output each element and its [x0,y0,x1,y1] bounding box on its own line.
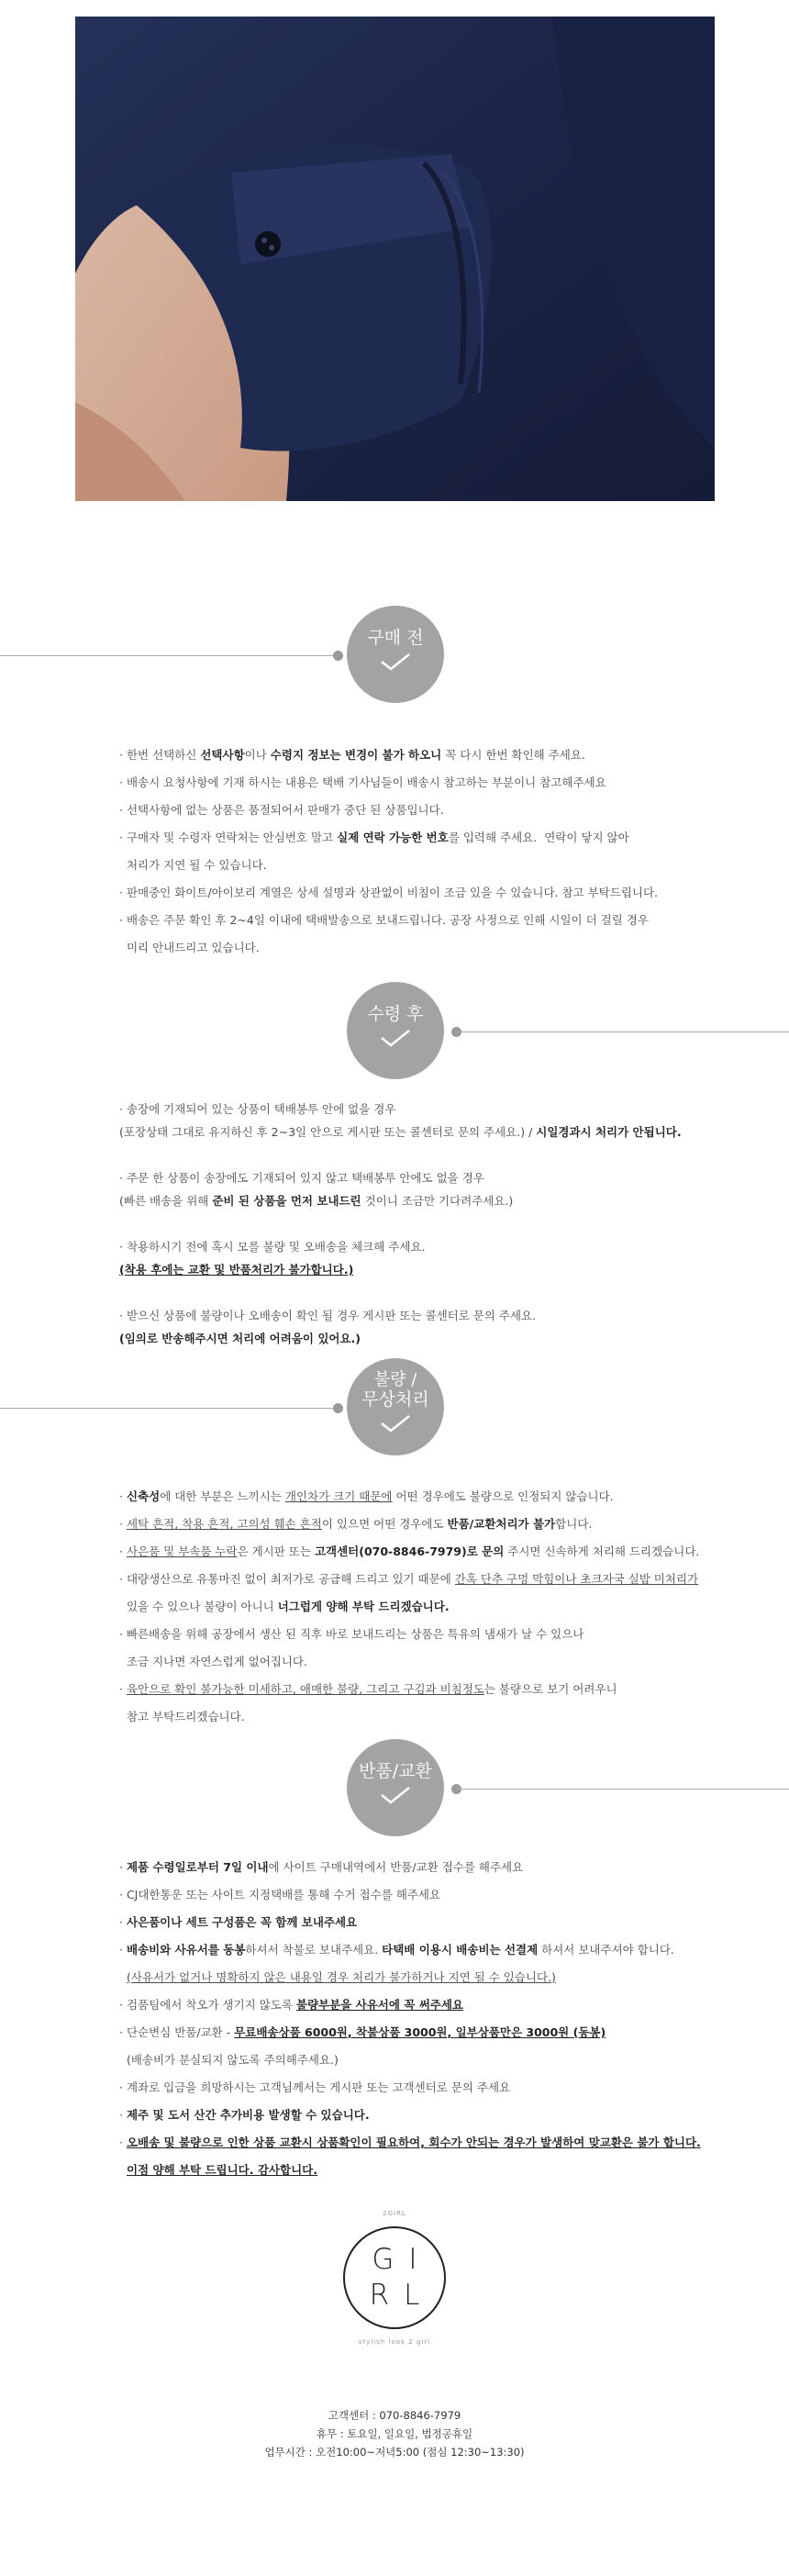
notice-text: 간혹 단추 구멍 막힘이나 초크자국 실밥 미처리가 [454,1572,699,1586]
notice-line [119,1648,706,1676]
product-photo [75,17,715,501]
notice-text: 실제 연락 가능한 번호 [337,831,449,844]
section-body-defect [119,1483,706,1731]
divider-line [456,1789,789,1790]
notice-line [119,2129,706,2157]
notice-text: · 착용하시기 전에 혹시 모를 불량 및 오배송을 체크해 주세요. [119,1240,426,1254]
notice-text: 하셔서 보내주셔야 합니다. [538,1943,674,1957]
notice-line [119,1991,706,2019]
notice-text: 수령지 정보는 변경이 불가 하오니 [270,748,442,762]
section-header-defect [0,1358,789,1459]
notice-text: 은 게시판 또는 [237,1544,315,1558]
check-icon [379,1028,412,1048]
notice-text: · 배송은 주문 확인 후 2~4일 이내에 택배발송으로 보내드립니다. 공장 사정으로 인해 시일이 더 걸릴 경우 [119,913,649,927]
check-icon [379,1785,412,1805]
notice-line [119,769,706,797]
notice-line [119,1304,706,1327]
section-title-line2: 무상처리 [361,1389,429,1410]
notice-text: 너그럽게 양해 부탁 드리겠습니다. [277,1600,450,1613]
section-header-return [0,1739,789,1840]
spacer [119,1281,706,1304]
notice-text: · 한번 선택하신 [119,748,201,762]
notice-text: · 계좌로 입금을 희망하시는 고객님께서는 게시판 또는 고객센터로 문의 주세요 [119,2080,511,2094]
notice-line [119,879,706,907]
section-header-after [0,982,789,1083]
divider-dot [333,1403,343,1413]
section-badge [347,1739,444,1836]
notice-text: 참고 부탁드리겠습니다. [119,1710,245,1723]
notice-line [119,1235,706,1258]
section-title-line1: 불량 / [373,1370,417,1389]
notice-line [119,824,706,852]
notice-line [119,934,706,962]
notice-line [119,742,706,769]
brand-logo [339,2210,450,2346]
check-icon [379,652,412,672]
section-header-before [0,606,789,707]
notice-line [119,2074,706,2102]
spacer [119,1212,706,1235]
notice-text: 는 불량으로 보기 어려우니 [483,1682,617,1696]
notice-line [119,1964,706,1991]
notice-text [119,1970,127,1984]
logo-tagline: stylish look 2 girl [358,2338,431,2346]
notice-text: 타택배 이용시 배송비는 선결제 [382,1943,539,1957]
notice-text: · 구매자 및 수령자 연락처는 안심번호 말고 [119,831,338,844]
notice-text: 하셔서 착불로 보내주세요. [245,1943,383,1957]
section-badge [347,606,444,703]
notice-line [119,1566,706,1593]
notice-line [119,2157,706,2184]
notice-line [119,852,706,879]
notice-line [119,907,706,934]
notice-line [119,1483,706,1511]
notice-text: 제주 및 도서 산간 추가비용 발생할 수 있습니다. [126,2108,370,2122]
notice-text: 어떤 경우에도 불량으로 인정되지 않습니다. [392,1489,614,1503]
notice-text: 미리 안내드리고 있습니다. [119,941,260,954]
section-badge [347,1358,444,1455]
section-body-return [119,1854,706,2184]
notice-text: · 대량생산으로 유통마진 없이 최저가로 공급해 드리고 있기 때문에 [119,1572,455,1586]
notice-text: · 송장에 기재되어 있는 상품이 택배봉투 안에 없을 경우 [119,1102,396,1116]
notice-text: 시일경과시 처리가 안됩니다. [536,1125,682,1139]
notice-text: (배송비가 분실되지 않도록 주의해주세요.) [119,2053,339,2067]
notice-line [119,1909,706,1936]
notice-text: (포장상태 그대로 유지하신 후 2~3일 안으로 게시판 또는 콜센터로 문의 주세요.) / [119,1125,537,1139]
notice-text: 선택사항 [200,748,245,762]
notice-text: · 주문 한 상품이 송장에도 기재되어 있지 않고 택배봉투 안에도 없을 경우 [119,1171,484,1185]
notice-line [119,1936,706,1964]
notice-text: (착용 후에는 교환 및 반품처리가 불가합니다.) [119,1263,354,1277]
notice-line [119,1621,706,1648]
notice-text: 합니다. [555,1517,593,1531]
notice-text: 제품 수령일로부터 7일 이내 [126,1860,269,1874]
logo-line2: RL [369,2279,435,2312]
notice-text: (사유서가 없거나 명확하지 않은 내용일 경우 처리가 불가하거나 지연 될 수 있습니다.) [126,1970,556,1984]
notice-line [119,1327,706,1350]
logo-line1: GI [372,2243,432,2276]
notice-text: · 검품팀에서 착오가 생기지 않도록 [119,1998,296,2012]
notice-line [119,2019,706,2046]
divider-dot [333,651,343,661]
customer-center-phone: 고객센터 : 070-8846-7979 [328,2409,461,2422]
notice-text: · 배송시 요청사항에 기재 하시는 내용은 택배 기사님들이 배송시 참고하는 부분이니 참고해주세요 [119,775,606,789]
notice-line [119,1166,706,1189]
footer-info [0,2406,789,2461]
notice-text: · 선택사항에 없는 상품은 품절되어서 판매가 중단 된 상품입니다. [119,803,444,817]
notice-text: 것이니 조금만 기다려주세요.) [361,1194,514,1208]
notice-text: 사은품이나 세트 구성품은 꼭 함께 보내주세요 [126,1915,358,1929]
notice-line [119,1593,706,1621]
divider-line [0,1408,338,1409]
notice-line [119,1854,706,1881]
notice-text: 꼭 다시 한번 확인해 주세요. [441,748,585,762]
notice-text: 무료배송상품 6000원, 착불상품 3000원, 일부상품만은 3000원 (동봉) [234,2025,606,2039]
notice-text: 에 사이트 구매내역에서 반품/교환 접수를 해주세요 [268,1860,524,1874]
notice-text [119,2163,127,2177]
notice-text: · 판매중인 화이트/아이보리 계열은 상세 설명과 상관없이 비침이 조금 있을 수 있습니다. 참고 부탁드립니다. [119,886,659,899]
notice-text: (빠른 배송을 위해 [119,1194,213,1208]
notice-text: · [119,1943,127,1957]
notice-text: 를 입력해 주세요. 연락이 닿지 않아 [448,831,629,844]
section-title: 구매 전 [367,628,424,648]
notice-text: 이나 [244,748,271,762]
notice-text: 반품/교환처리가 불가 [447,1517,556,1531]
closed-days: 휴무 : 토요일, 일요일, 법정공휴일 [316,2427,473,2440]
logo-circle [343,2226,446,2329]
notice-text: 준비 된 상품을 먼저 보내드린 [212,1194,361,1208]
notice-text: · [119,1544,127,1558]
section-title: 반품/교환 [359,1761,432,1781]
notice-text: 처리가 지연 될 수 있습니다. [119,858,267,872]
divider-line [0,655,338,656]
notice-text: · 단순변심 반품/교환 - [119,2025,235,2039]
notice-text: 배송비와 사유서를 동봉 [126,1943,246,1957]
notice-line [119,797,706,824]
notice-text: 신축성 [126,1489,161,1503]
section-badge [347,982,444,1079]
notice-text: (임의로 반송해주시면 처리에 어려움이 있어요.) [119,1332,361,1345]
notice-text: 이점 양해 부탁 드립니다. 감사합니다. [126,2163,317,2177]
notice-text: 개인차가 크기 때문에 [284,1489,393,1503]
sleeve-cuff-image [75,17,715,501]
notice-text: · [119,1489,127,1503]
notice-line [119,1121,706,1143]
notice-text: · [119,1860,127,1874]
section-body-before [119,742,706,962]
notice-text: 이 있으면 어떤 경우에도 [321,1517,448,1531]
notice-text: 주시면 신속하게 처리해 드리겠습니다. [504,1544,700,1558]
notice-text: 에 대한 부분은 느끼시는 [160,1489,285,1503]
spacer [119,1143,706,1166]
notice-line [119,2046,706,2074]
notice-text: · [119,1682,127,1696]
section-body-after [119,1098,706,1350]
notice-text: 육안으로 확인 불가능한 미세하고, 애매한 불량, 그리고 구김과 비침정도 [126,1682,484,1696]
notice-text: · [119,1915,127,1929]
logo-small-text: 2GIRL [383,2210,406,2217]
notice-line [119,1511,706,1538]
notice-line [119,1676,706,1703]
notice-line [119,1881,706,1909]
notice-text: 불량부분을 사유서에 꼭 써주세요 [295,1998,464,2012]
notice-text: · CJ대한통운 또는 사이트 지정택배를 통해 수거 접수를 해주세요 [119,1888,441,1901]
notice-text: 고객센터(070-8846-7979)로 문의 [314,1544,505,1558]
notice-line [119,1098,706,1121]
notice-text: 사은품 및 부속품 누락 [126,1544,238,1558]
notice-line [119,1538,706,1566]
notice-text: 세탁 흔적, 착용 흔적, 고의성 훼손 흔적 [126,1517,322,1531]
notice-text: 조금 지나면 자연스럽게 없어집니다. [119,1655,307,1668]
notice-text: 있을 수 있으나 불량이 아니니 [119,1600,278,1613]
section-title: 수령 후 [367,1004,424,1024]
notice-text: · [119,1517,127,1531]
notice-line [119,2102,706,2129]
notice-text: 오배송 및 불량으로 인한 상품 교환시 상품확인이 필요하여, 회수가 안되는 경우가 발생하여 맞교환은 불가 합니다. [126,2136,701,2149]
notice-line [119,1189,706,1212]
check-icon [379,1413,412,1433]
notice-text: · [119,2136,127,2149]
notice-text: · [119,2108,127,2122]
notice-text: · 받으신 상품에 불량이나 오배송이 확인 될 경우 게시판 또는 콜센터로 문의 주세요. [119,1309,537,1322]
notice-line [119,1258,706,1281]
business-hours: 업무시간 : 오전10:00~저녁5:00 (점심 12:30~13:30) [264,2446,525,2459]
notice-line [119,1703,706,1731]
notice-text: · 빠른배송을 위해 공장에서 생산 된 직후 바로 보내드리는 상품은 특유의 냄새가 날 수 있으나 [119,1627,584,1641]
